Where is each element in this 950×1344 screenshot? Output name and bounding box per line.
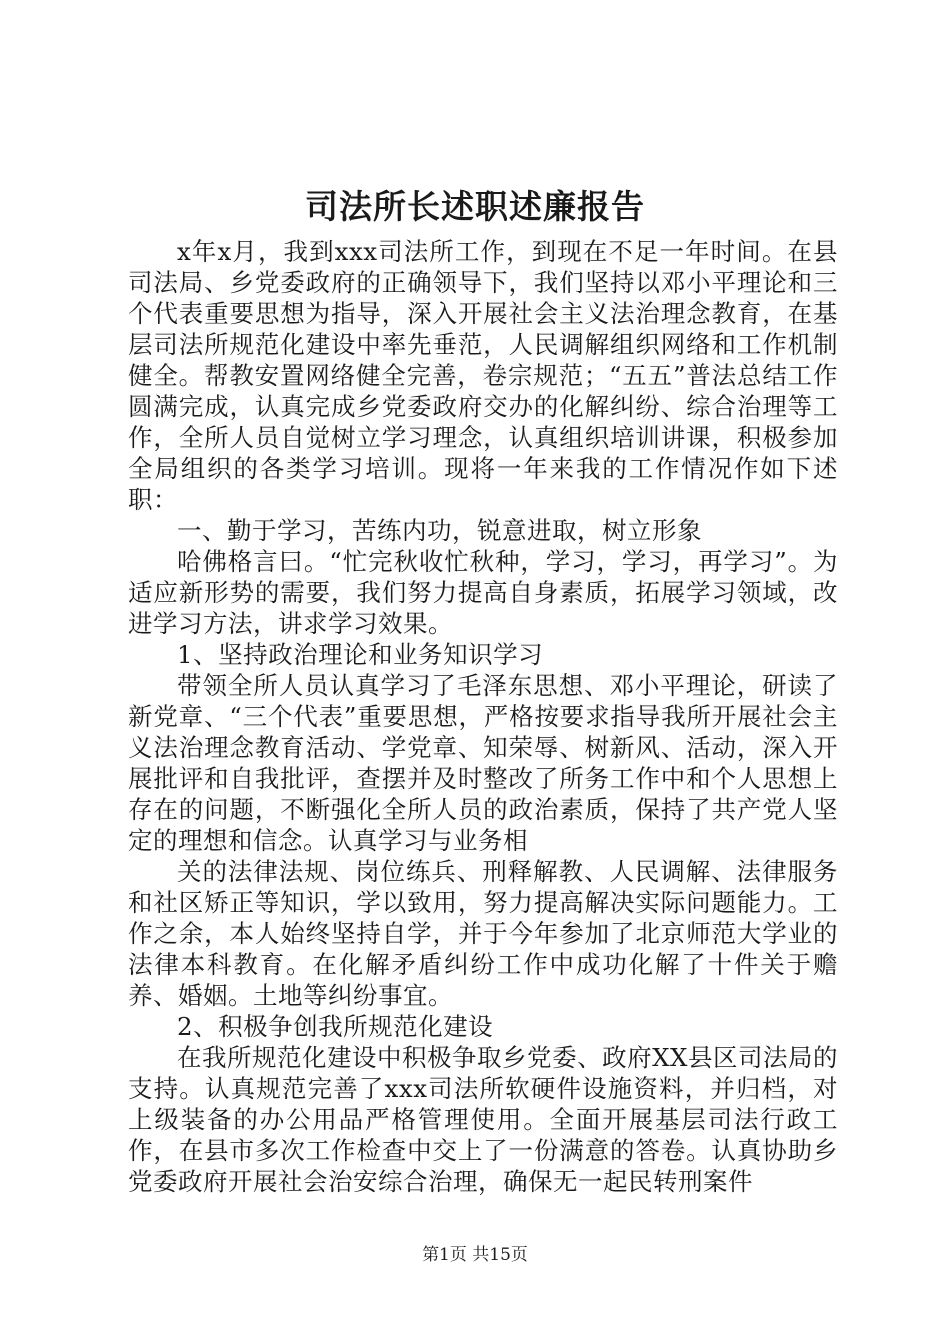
- paragraph-study: 带领全所人员认真学习了毛泽东思想、邓小平理论，研读了新党章、“三个代表”重要思想，严格按要求指导我所开展社会主义法治理念教育活动、学党章、知荣辱、树新风、活动，深入开展批评和自我批评，查摆并及时整改了所务工作中和个人思想上存在的问题，不断强化全所人员的政治素质，保持了共产党人坚定的理想和信念。认真学习与业务相: [128, 671, 838, 855]
- subheading-2: 2、积极争创我所规范化建设: [177, 1012, 494, 1041]
- paragraph-intro: x年x月，我到xxx司法所工作，到现在不足一年时间。在县司法局、乡党委政府的正确领导下，我们坚持以邓小平理论和三个代表重要思想为指导，深入开展社会主义法治理念教育，在基层司法所规范化建设中率先垂范，人民调解组织网络和工作机制健全。帮教安置网络健全完善，卷宗规范；“五五”普法总结工作圆满完成，认真完成乡党委政府交办的化解纠纷、综合治理等工作，全所人员自觉树立学习理念，认真组织培训讲课，积极参加全局组织的各类学习培训。现将一年来我的工作情况作如下述职：: [128, 237, 838, 514]
- document-title: 司法所长述职述廉报告: [305, 187, 645, 226]
- page-footer: 第1页 共15页: [422, 1245, 528, 1265]
- paragraph-motto: 哈佛格言曰。“忙完秋收忙秋种，学习，学习，再学习”。为适应新形势的需要，我们努力提高自身素质，拓展学习领域，改进学习方法，讲求学习效果。: [128, 547, 838, 638]
- paragraph-standardization: 在我所规范化建设中积极争取乡党委、政府XX县区司法局的支持。认真规范完善了xxx司法所软硬件设施资料，并归档，对上级装备的办公用品严格管理使用。全面开展基层司法行政工作，在县市多次工作检查中交上了一份满意的答卷。认真协助乡党委政府开展社会治安综合治理，确保无一起民转刑案件: [128, 1043, 838, 1196]
- paragraph-laws: 关的法律法规、岗位练兵、刑释解教、人民调解、法律服务和社区矫正等知识，学以致用，努力提高解决实际问题能力。工作之余，本人始终坚持自学，并于今年参加了北京师范大学业的法律本科教育。在化解矛盾纠纷工作中成功化解了十件关于赡养、婚姻。土地等纠纷事宜。: [128, 857, 838, 1010]
- section-heading-1: 一、勤于学习，苦练内功，锐意进取，树立形象: [177, 516, 702, 545]
- document-body: [128, 236, 838, 1197]
- subheading-1: 1、坚持政治理论和业务知识学习: [177, 640, 544, 669]
